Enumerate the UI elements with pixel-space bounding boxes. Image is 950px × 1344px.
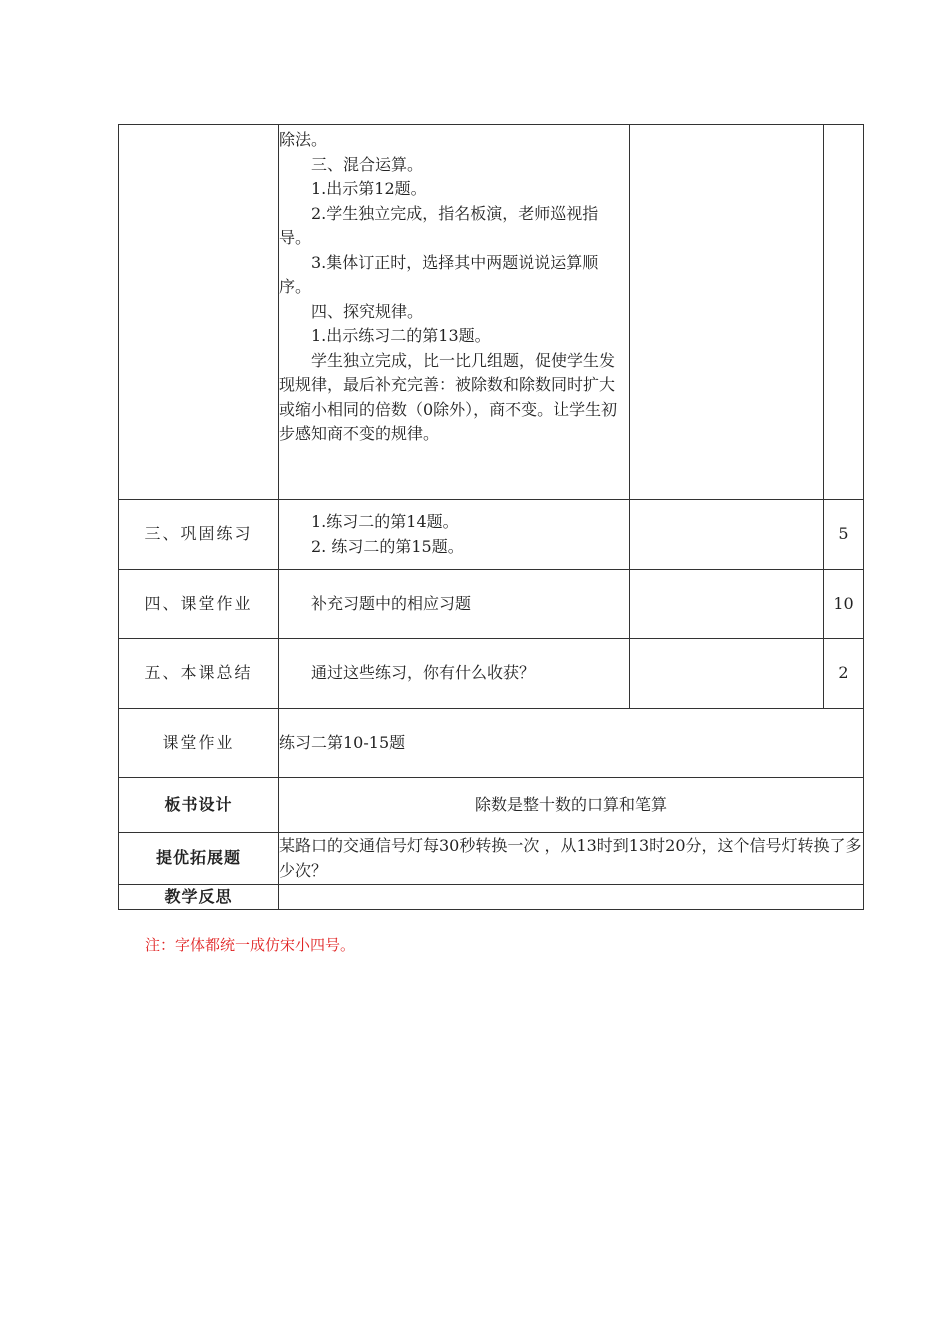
board-design-content: 除数是整十数的口算和笔算 [279, 778, 864, 833]
table-row-summary [119, 639, 864, 709]
table-row-extension [119, 833, 864, 885]
summary-content: 通过这些练习，你有什么收获？ [279, 639, 630, 709]
lesson-plan-table [118, 124, 864, 910]
content-line: 2. 练习二的第15题。 [311, 536, 464, 556]
homework-content: 补充习题中的相应习题 [279, 570, 630, 639]
row-label: 板书设计 [119, 778, 279, 833]
font-note: 注：字体都统一成仿宋小四号。 [145, 936, 356, 954]
content-line: 2.学生独立完成，指名板演，老师巡视指导。 [279, 203, 599, 247]
minutes-value: 5 [824, 500, 864, 570]
row-label: 三、巩固练习 [119, 500, 279, 570]
row-label: 五、本课总结 [119, 639, 279, 709]
row-label: 教学反思 [119, 885, 279, 910]
table-row-homework [119, 570, 864, 639]
row-label: 提优拓展题 [119, 833, 279, 885]
minutes-value: 10 [824, 570, 864, 639]
table-row-reflection [119, 885, 864, 910]
class-assignment-content: 练习二第10-15题 [279, 709, 864, 778]
content-line: 三、混合运算。 [311, 154, 424, 174]
content-line: 1.出示练习二的第13题。 [311, 326, 491, 345]
row-label: 课堂作业 [119, 709, 279, 778]
minutes-value: 2 [824, 639, 864, 709]
content-line: 3.集体订正时，选择其中两题说说运算顺序。 [279, 252, 599, 296]
minutes-cell [824, 125, 864, 500]
table-row-practice [119, 500, 864, 570]
notes-cell [630, 500, 824, 570]
table-row-class-assignment [119, 709, 864, 778]
content-line: 除法。 [279, 130, 328, 149]
practice-content-cell [279, 500, 630, 570]
notes-cell [630, 125, 824, 500]
table-row-board-design [119, 778, 864, 833]
notes-cell [630, 570, 824, 639]
content-line: 1.出示第12题。 [311, 179, 427, 198]
process-content-cell [279, 125, 630, 500]
row-label: 四、课堂作业 [119, 570, 279, 639]
reflection-content [279, 885, 864, 910]
row-label-empty [119, 125, 279, 500]
table-row-process [119, 125, 864, 500]
notes-cell [630, 639, 824, 709]
content-line: 学生独立完成，比一比几组题，促使学生发现规律，最后补充完善：被除数和除数同时扩大或缩小相同的倍数（0除外），商不变。让学生初步感知商不变的规律。 [279, 350, 618, 443]
content-line: 四、探究规律。 [311, 301, 424, 321]
extension-content: 某路口的交通信号灯每30秒转换一次 ，从13时到13时20分，这个信号灯转换了多少次？ [279, 833, 864, 885]
content-line: 1.练习二的第14题。 [311, 512, 459, 531]
